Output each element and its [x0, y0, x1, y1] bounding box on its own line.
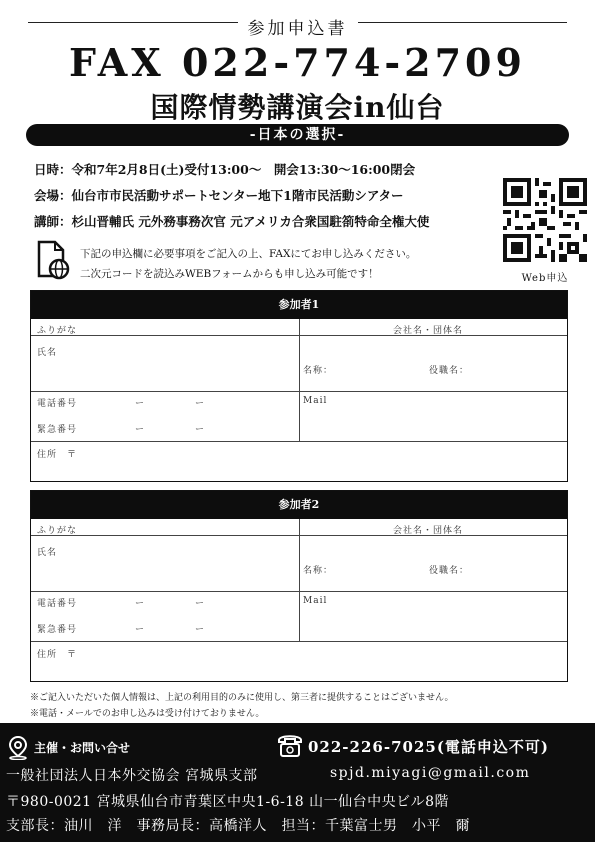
- organization-address: 〒980-0021 宮城県仙台市青葉区中央1-6-18 山一仙台中央ビル8階: [6, 794, 449, 810]
- position-field[interactable]: 役職名：: [429, 566, 470, 576]
- dash: ー: [195, 599, 206, 609]
- fax-number: FAX 022-774-2709: [69, 40, 526, 85]
- contact-email[interactable]: spjd.miyagi@gmail.com: [330, 765, 531, 781]
- form-title: 参加者1: [31, 291, 567, 319]
- organization-name: 一般社団法人日本外交協会 宮城県支部: [6, 768, 258, 784]
- form-label: 参加申込書: [238, 14, 358, 39]
- mail-field[interactable]: Mail: [303, 396, 328, 406]
- event-date: 日時：令和7年2月8日(土)受付13:00～ 開会13:30～16:00閉会: [34, 162, 416, 177]
- dash: ー: [195, 399, 206, 409]
- contact-phone: 022-226-7025(電話申込不可): [308, 738, 550, 756]
- no-phone-note: ※電話・メールでのお申し込みは受け付けておりません。: [30, 709, 265, 719]
- emergency-field[interactable]: 緊急番号: [37, 625, 78, 635]
- qr-label: Web申込: [521, 273, 569, 284]
- event-subtitle: -日本の選択-: [26, 124, 569, 146]
- dash: ー: [135, 425, 146, 435]
- divider: [299, 519, 300, 641]
- mail-field[interactable]: Mail: [303, 596, 328, 606]
- divider: [299, 319, 300, 441]
- notice-line-1: 下記の申込欄に必要事項をご記入の上、FAXにてお申し込みください。: [80, 248, 417, 260]
- company-header: 会社名・団体名: [393, 526, 464, 536]
- organizer-label: 主催・お問い合せ: [34, 741, 131, 755]
- staff-list: 支部長：油川 洋 事務局長：高橋洋人 担当：千葉富士男 小平 爾: [6, 818, 470, 834]
- event-venue: 会場：仙台市市民活動サポートセンター地下1階市民活動シアター: [34, 188, 404, 203]
- name-field[interactable]: 氏名: [37, 348, 58, 358]
- divider: [31, 641, 567, 642]
- address-field[interactable]: 住所 〒: [37, 450, 78, 460]
- dash: ー: [195, 625, 206, 635]
- dash: ー: [135, 599, 146, 609]
- document-web-icon: [35, 240, 71, 280]
- qr-code-icon[interactable]: [503, 178, 587, 262]
- location-pin-icon: [8, 736, 28, 760]
- form-title: 参加者2: [31, 491, 567, 519]
- participant-form-1: [30, 290, 568, 482]
- name-field[interactable]: 氏名: [37, 548, 58, 558]
- divider: [31, 441, 567, 442]
- company-name-field[interactable]: 名称：: [303, 366, 334, 376]
- footer: [0, 723, 595, 842]
- dash: ー: [135, 625, 146, 635]
- event-title: 国際情勢講演会in仙台: [150, 91, 445, 124]
- company-name-field[interactable]: 名称：: [303, 566, 334, 576]
- dash: ー: [135, 399, 146, 409]
- phone-field[interactable]: 電話番号: [37, 599, 78, 609]
- dash: ー: [195, 425, 206, 435]
- event-speaker: 講師：杉山晋輔氏 元外務事務次官 元アメリカ合衆国駐箚特命全権大使: [34, 214, 430, 229]
- notice-line-2: 二次元コードを読込みWEBフォームからも申し込み可能です！: [80, 268, 379, 280]
- participant-form-2: [30, 490, 568, 682]
- privacy-note: ※ご記入いただいた個人情報は、上記の利用目的のみに使用し、第三者に提供することはございません。: [30, 693, 454, 703]
- furigana-field[interactable]: ふりがな: [37, 526, 78, 536]
- phone-field[interactable]: 電話番号: [37, 399, 78, 409]
- emergency-field[interactable]: 緊急番号: [37, 425, 78, 435]
- position-field[interactable]: 役職名：: [429, 366, 470, 376]
- company-header: 会社名・団体名: [393, 326, 464, 336]
- address-field[interactable]: 住所 〒: [37, 650, 78, 660]
- telephone-icon: [276, 732, 304, 758]
- furigana-field[interactable]: ふりがな: [37, 326, 78, 336]
